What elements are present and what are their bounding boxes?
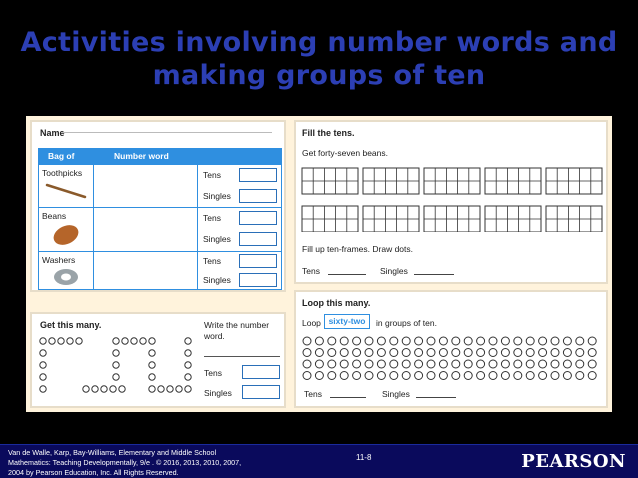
loop-circle bbox=[526, 337, 534, 345]
ten-frame bbox=[302, 206, 358, 232]
loop-circle bbox=[539, 360, 547, 368]
loop-prefix: Loop bbox=[302, 318, 321, 328]
loop-circle bbox=[501, 372, 509, 380]
loop-circle bbox=[563, 360, 571, 368]
loop-circle bbox=[452, 372, 460, 380]
counter-circle bbox=[176, 386, 182, 392]
citation-line-1: Van de Walle, Karp, Bay-Williams, Elementary and Middle School bbox=[8, 448, 217, 457]
loop-circle bbox=[427, 349, 435, 357]
counter-circle bbox=[149, 386, 155, 392]
counter-circle bbox=[113, 350, 119, 356]
row-tens-label: Tens bbox=[203, 256, 221, 266]
loop-circle bbox=[588, 372, 596, 380]
ten-frame bbox=[302, 168, 358, 194]
counter-circle bbox=[185, 350, 191, 356]
counter-circle bbox=[76, 338, 82, 344]
loop-circle bbox=[415, 360, 423, 368]
singles-answer-line[interactable] bbox=[414, 274, 454, 275]
bean-icon bbox=[51, 223, 81, 247]
counter-circle bbox=[92, 386, 98, 392]
loop-circle bbox=[576, 337, 584, 345]
loop-circle bbox=[477, 337, 485, 345]
ten-frame bbox=[546, 206, 602, 232]
loop-circle bbox=[539, 337, 547, 345]
counter-circle bbox=[167, 386, 173, 392]
fill-tens-singles-label: Singles bbox=[380, 266, 408, 276]
loop-circle bbox=[477, 349, 485, 357]
loop-circle bbox=[539, 372, 547, 380]
fill-tens-heading: Fill the tens. bbox=[302, 128, 355, 138]
row-tens-label: Tens bbox=[203, 170, 221, 180]
loop-circle bbox=[365, 337, 373, 345]
counter-circle bbox=[140, 338, 146, 344]
row-tens-label: Tens bbox=[203, 213, 221, 223]
loop-circle bbox=[415, 349, 423, 357]
get-many-heading: Get this many. bbox=[40, 320, 102, 330]
counter-circle bbox=[40, 386, 46, 392]
citation-line-2: Mathematics: Teaching Developmentally, 9/e . © 2016, 2013, 2010, 2007, bbox=[8, 458, 242, 467]
loop-circle bbox=[514, 349, 522, 357]
name-line bbox=[62, 132, 272, 133]
counter-circle bbox=[40, 350, 46, 356]
ten-frames-grid bbox=[300, 166, 606, 232]
counter-circle bbox=[149, 350, 155, 356]
counter-circle bbox=[40, 374, 46, 380]
loop-circle bbox=[489, 349, 497, 357]
row-singles-label: Singles bbox=[203, 191, 231, 201]
singles-box[interactable] bbox=[242, 385, 280, 399]
number-word-panel bbox=[30, 120, 286, 292]
ten-frame bbox=[363, 168, 419, 194]
counter-circle bbox=[83, 386, 89, 392]
number-word-line[interactable] bbox=[204, 356, 280, 357]
loop-circle bbox=[415, 337, 423, 345]
loop-circle bbox=[303, 360, 311, 368]
tens-box[interactable] bbox=[239, 254, 277, 268]
loop-circle bbox=[514, 372, 522, 380]
fill-tens-instruction: Get forty-seven beans. bbox=[302, 148, 388, 158]
loop-circle bbox=[390, 372, 398, 380]
loop-circle bbox=[402, 349, 410, 357]
loop-circle bbox=[464, 372, 472, 380]
tens-answer-line[interactable] bbox=[330, 397, 366, 398]
loop-circle bbox=[489, 360, 497, 368]
counter-circle bbox=[149, 362, 155, 368]
loop-circle bbox=[464, 360, 472, 368]
row-singles-label: Singles bbox=[203, 275, 231, 285]
circle-groups bbox=[38, 336, 198, 406]
loop-circle bbox=[315, 360, 323, 368]
loop-circle bbox=[501, 349, 509, 357]
loop-circle bbox=[526, 372, 534, 380]
loop-circle bbox=[427, 372, 435, 380]
loop-circle bbox=[588, 337, 596, 345]
loop-circle bbox=[328, 337, 336, 345]
write-label-line-2: word. bbox=[204, 331, 225, 341]
toothpick-icon bbox=[45, 183, 87, 199]
loop-circle bbox=[526, 360, 534, 368]
loop-circle bbox=[353, 349, 361, 357]
loop-circle bbox=[439, 372, 447, 380]
loop-circle bbox=[501, 337, 509, 345]
ten-frame bbox=[424, 206, 480, 232]
loop-circle bbox=[464, 337, 472, 345]
counter-circle bbox=[40, 362, 46, 368]
loop-circle bbox=[315, 337, 323, 345]
slide-title bbox=[0, 26, 638, 92]
loop-circle bbox=[390, 337, 398, 345]
citation bbox=[8, 448, 308, 478]
loop-circle bbox=[477, 360, 485, 368]
loop-circle bbox=[365, 349, 373, 357]
loop-suffix: in groups of ten. bbox=[376, 318, 437, 328]
counter-circle bbox=[119, 386, 125, 392]
loop-singles-label: Singles bbox=[382, 389, 410, 399]
get-many-tens-label: Tens bbox=[204, 368, 222, 378]
write-label-line-1: Write the number bbox=[204, 320, 270, 330]
loop-circle bbox=[439, 337, 447, 345]
loop-circle bbox=[576, 372, 584, 380]
loop-circle bbox=[526, 349, 534, 357]
loop-circle bbox=[452, 337, 460, 345]
row-singles-label: Singles bbox=[203, 234, 231, 244]
ten-frame bbox=[363, 206, 419, 232]
loop-circle bbox=[402, 360, 410, 368]
loop-circle bbox=[501, 360, 509, 368]
ten-frame bbox=[485, 206, 541, 232]
counter-circle bbox=[49, 338, 55, 344]
loop-circle bbox=[340, 372, 348, 380]
loop-many-panel bbox=[294, 290, 608, 408]
row-item-beans: Beans bbox=[42, 211, 67, 221]
loop-circle bbox=[402, 337, 410, 345]
slide-title-line-2: making groups of ten bbox=[152, 60, 486, 91]
counter-circle bbox=[101, 386, 107, 392]
loop-circle bbox=[576, 360, 584, 368]
loop-circle bbox=[390, 360, 398, 368]
counter-circle bbox=[122, 338, 128, 344]
ten-frame bbox=[424, 168, 480, 194]
loop-circle bbox=[489, 372, 497, 380]
loop-circle bbox=[563, 349, 571, 357]
loop-circle bbox=[402, 372, 410, 380]
loop-circle bbox=[315, 372, 323, 380]
counter-circle bbox=[158, 386, 164, 392]
counter-circle bbox=[149, 374, 155, 380]
singles-answer-line[interactable] bbox=[416, 397, 456, 398]
slide-title-line-1: Activities involving number words and bbox=[20, 27, 618, 58]
counter-circle bbox=[185, 338, 191, 344]
counter-circle bbox=[113, 338, 119, 344]
loop-circle bbox=[340, 349, 348, 357]
loop-circle bbox=[328, 372, 336, 380]
counter-circle bbox=[113, 362, 119, 368]
loop-circle bbox=[365, 360, 373, 368]
get-many-panel bbox=[30, 312, 286, 408]
counter-circle bbox=[67, 338, 73, 344]
loop-circle bbox=[303, 337, 311, 345]
loop-circle bbox=[353, 372, 361, 380]
col-number-word: Number word bbox=[114, 151, 169, 161]
ten-frame bbox=[485, 168, 541, 194]
loop-circle bbox=[477, 372, 485, 380]
counter-circle bbox=[185, 386, 191, 392]
counter-circle bbox=[185, 374, 191, 380]
counter-circle bbox=[40, 338, 46, 344]
counter-circle bbox=[185, 362, 191, 368]
loop-circle bbox=[328, 349, 336, 357]
counter-circle bbox=[110, 386, 116, 392]
loop-circle bbox=[514, 360, 522, 368]
singles-box[interactable] bbox=[239, 273, 277, 287]
loop-circle bbox=[353, 337, 361, 345]
tens-box[interactable] bbox=[242, 365, 280, 379]
slide-footer bbox=[0, 444, 638, 478]
loop-circle bbox=[452, 349, 460, 357]
loop-circle bbox=[315, 349, 323, 357]
worksheet-image bbox=[26, 116, 612, 412]
get-many-singles-label: Singles bbox=[204, 388, 232, 398]
fill-tens-footer-instruction: Fill up ten-frames. Draw dots. bbox=[302, 244, 414, 254]
loop-circle bbox=[439, 349, 447, 357]
loop-circle bbox=[489, 337, 497, 345]
loop-circle bbox=[452, 360, 460, 368]
loop-circle bbox=[340, 337, 348, 345]
singles-box[interactable] bbox=[239, 189, 277, 203]
loop-circle bbox=[551, 360, 559, 368]
loop-circle bbox=[563, 337, 571, 345]
loop-circles bbox=[302, 336, 604, 386]
loop-circle bbox=[328, 360, 336, 368]
loop-circle bbox=[390, 349, 398, 357]
loop-circle bbox=[427, 360, 435, 368]
tens-answer-line[interactable] bbox=[328, 274, 366, 275]
table-body bbox=[38, 165, 282, 290]
loop-circle bbox=[539, 349, 547, 357]
table-header bbox=[38, 148, 282, 165]
loop-circle bbox=[551, 337, 559, 345]
loop-circle bbox=[365, 372, 373, 380]
counter-circle bbox=[58, 338, 64, 344]
loop-circle bbox=[588, 360, 596, 368]
loop-tens-label: Tens bbox=[304, 389, 322, 399]
loop-circle bbox=[427, 337, 435, 345]
loop-circle bbox=[340, 360, 348, 368]
loop-circle bbox=[303, 349, 311, 357]
row-item-toothpicks: Toothpicks bbox=[42, 168, 83, 178]
page-number: 11-8 bbox=[356, 453, 372, 462]
loop-circle bbox=[563, 372, 571, 380]
fill-tens-panel bbox=[294, 120, 608, 284]
loop-circle bbox=[303, 372, 311, 380]
loop-circle bbox=[439, 360, 447, 368]
loop-circle bbox=[377, 337, 385, 345]
loop-circle bbox=[377, 372, 385, 380]
washer-icon bbox=[51, 267, 81, 287]
col-bag-of: Bag of bbox=[48, 151, 75, 161]
loop-circle bbox=[514, 337, 522, 345]
loop-circle bbox=[551, 349, 559, 357]
tens-box[interactable] bbox=[239, 211, 277, 225]
citation-line-3: 2004 by Pearson Education, Inc. All Rights Reserved. bbox=[8, 468, 179, 477]
loop-circle bbox=[415, 372, 423, 380]
loop-circle bbox=[551, 372, 559, 380]
counter-circle bbox=[131, 338, 137, 344]
singles-box[interactable] bbox=[239, 232, 277, 246]
loop-circle bbox=[464, 349, 472, 357]
loop-circle bbox=[576, 349, 584, 357]
loop-circle bbox=[353, 360, 361, 368]
name-label: Name bbox=[40, 128, 65, 138]
fill-tens-tens-label: Tens bbox=[302, 266, 320, 276]
row-item-washers: Washers bbox=[42, 255, 76, 265]
counter-circle bbox=[149, 338, 155, 344]
ten-frame bbox=[546, 168, 602, 194]
pearson-logo: PEARSON bbox=[521, 451, 626, 472]
loop-circle bbox=[377, 360, 385, 368]
loop-many-heading: Loop this many. bbox=[302, 298, 371, 308]
loop-number-word: sixty-two bbox=[324, 314, 370, 329]
loop-circle bbox=[377, 349, 385, 357]
tens-box[interactable] bbox=[239, 168, 277, 182]
loop-circle bbox=[588, 349, 596, 357]
counter-circle bbox=[113, 374, 119, 380]
